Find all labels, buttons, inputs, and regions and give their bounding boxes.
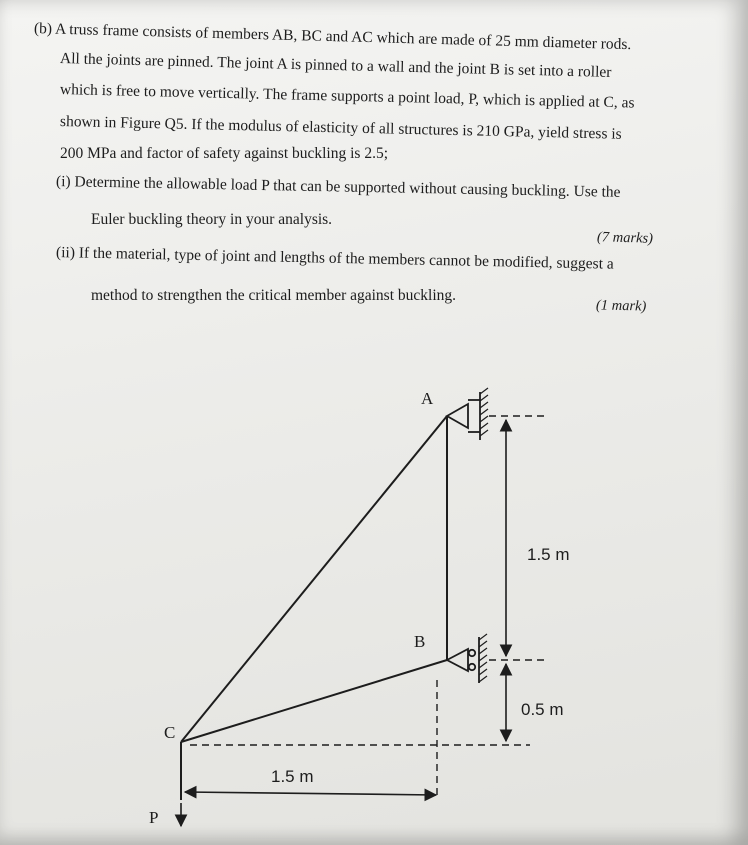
roller-support-b (447, 634, 487, 683)
dimension-label-b-c: 0.5 m (521, 700, 564, 719)
member-bc (181, 660, 447, 742)
part-i-marks: (7 marks) (596, 229, 654, 247)
joint-label-a: A (421, 389, 434, 408)
part-ii-line-1: (ii) If the material, type of joint and lengths of the members cannot be modified, suggest a (55, 244, 614, 273)
part-b-line-5: 200 MPa and factor of safety against buckling is 2.5; (60, 145, 389, 162)
part-ii-line-2: method to strengthen the critical member against buckling. (91, 287, 457, 304)
part-i-line-1: (i) Determine the allowable load P that can be supported without causing buckling. Use the (55, 173, 621, 201)
part-b-line-3: which is free to move vertically. The frame supports a point load, P, which is applied at C, as (59, 81, 635, 112)
joint-label-b: B (414, 632, 426, 651)
dimension-line-horizontal (185, 792, 436, 795)
joint-label-c: C (164, 723, 176, 742)
dimension-label-horizontal: 1.5 m (271, 767, 314, 786)
dimension-label-ab: 1.5 m (527, 545, 570, 564)
part-b-line-2: All the joints are pinned. The joint A is pinned to a wall and the joint B is set into a roller (59, 50, 612, 81)
member-ac (181, 416, 447, 742)
load-label-p: P (149, 808, 159, 827)
part-ii-marks: (1 mark) (595, 297, 647, 315)
part-i-line-2: Euler buckling theory in your analysis. (91, 211, 333, 228)
reference-dashed-lines (190, 416, 545, 800)
part-b-line-4: shown in Figure Q5. If the modulus of elasticity of all structures is 210 GPa, yield stress is (59, 113, 622, 143)
part-b-line-1: (b) A truss frame consists of members AB, BC and AC which are made of 25 mm diameter rods. (33, 20, 632, 54)
pin-support-a (447, 388, 488, 440)
